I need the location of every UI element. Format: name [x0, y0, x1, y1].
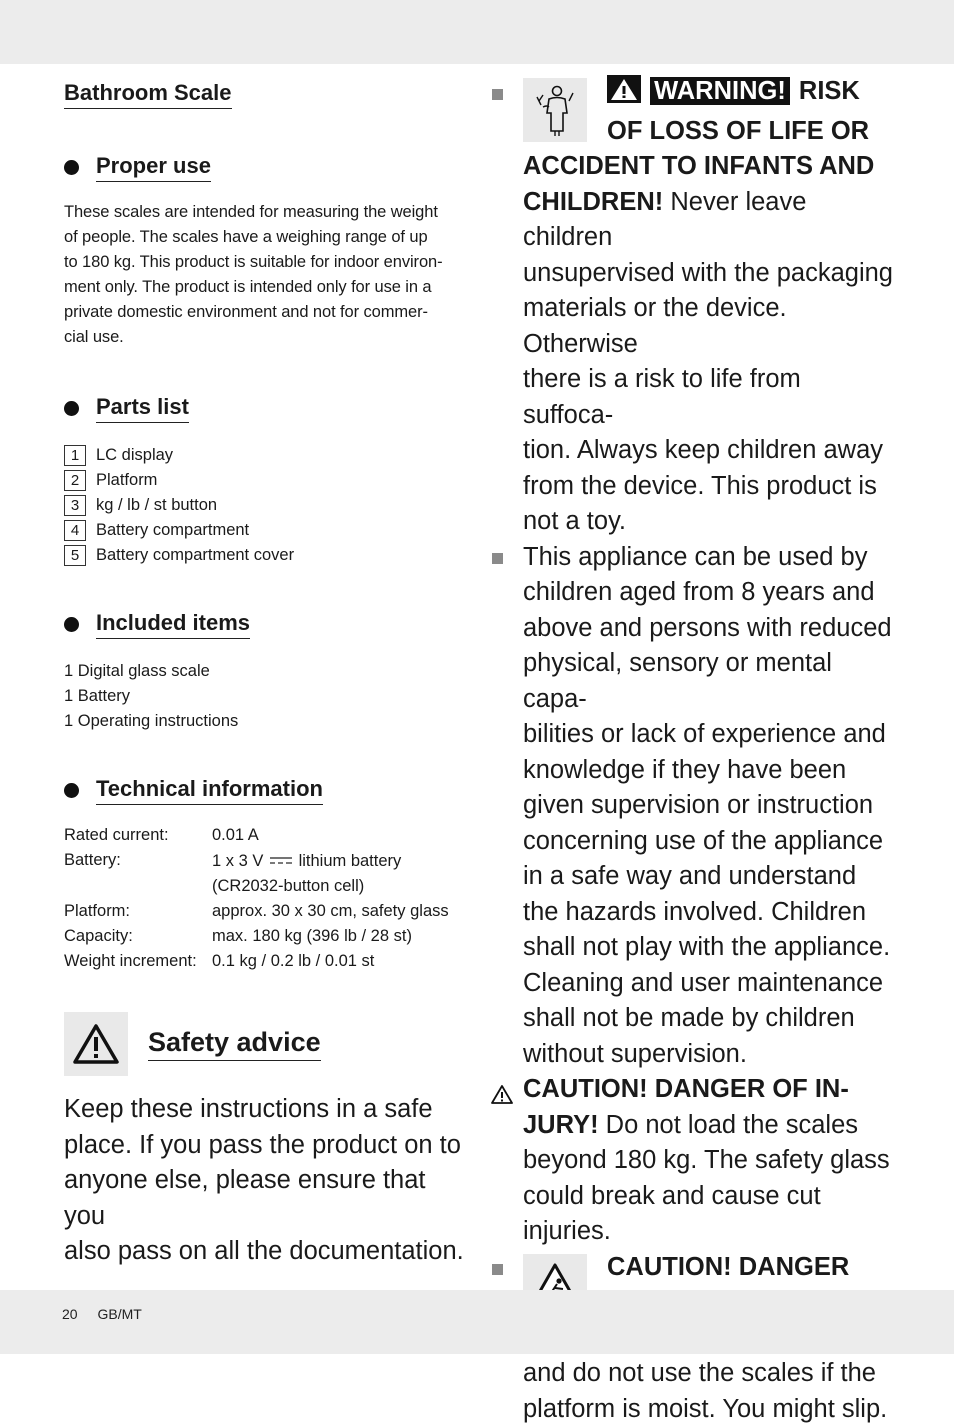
text-line: unsupervised with the packaging	[523, 256, 894, 292]
top-band	[0, 0, 954, 64]
text-line: cial use.	[64, 325, 466, 350]
part-number: 2	[64, 470, 86, 491]
part-label: Platform	[96, 468, 157, 493]
spec-value: 0.01 A	[212, 823, 449, 848]
bullet-icon	[64, 617, 79, 632]
list-item: 1 Battery	[64, 684, 466, 709]
text-line: children aged from 8 years and	[523, 575, 894, 611]
table-row	[64, 924, 449, 949]
safety-heading-row	[64, 1012, 466, 1076]
text-line: given supervision or instruction	[523, 788, 894, 824]
warning-heading-line: ACCIDENT TO INFANTS AND	[523, 149, 894, 185]
table-row	[64, 949, 449, 974]
language-code: GB/MT	[97, 1306, 141, 1322]
text-line: concerning use of the appliance	[523, 824, 894, 860]
spec-value: 0.1 kg / 0.2 lb / 0.01 st	[212, 949, 449, 974]
text-line: there is a risk to life from suffoca-	[523, 362, 894, 433]
text-line: This appliance can be used by	[523, 540, 894, 576]
battery-voltage: 1 x 3 V	[212, 852, 263, 870]
spec-key: Rated current:	[64, 823, 212, 848]
text-line: bilities or lack of experience and	[523, 717, 894, 753]
square-bullet-icon	[492, 89, 503, 100]
warning-heading-line: CHILDREN!	[523, 188, 663, 216]
text-line: Cleaning and user maintenance	[523, 966, 894, 1002]
included-items-heading-row	[64, 610, 466, 639]
text-line: knowledge if they have been	[523, 753, 894, 789]
text-line: shall not play with the appliance.	[523, 930, 894, 966]
list-item	[64, 543, 466, 568]
text-line: could break and cause cut injuries.	[523, 1179, 894, 1250]
text-line: also pass on all the documentation.	[64, 1234, 466, 1270]
list-item: 1 Digital glass scale	[64, 659, 466, 684]
square-bullet-icon	[492, 1264, 503, 1275]
bullet-icon	[64, 160, 79, 175]
text-line: the hazards involved. Children	[523, 895, 894, 931]
battery-type: lithium battery	[299, 852, 402, 870]
part-number: 4	[64, 520, 86, 541]
table-row	[64, 874, 449, 899]
appliance-use-item	[490, 540, 894, 1073]
included-items-heading: Included items	[96, 610, 250, 639]
safety-heading: Safety advice	[148, 1027, 321, 1061]
technical-heading: Technical information	[96, 776, 323, 805]
table-row	[64, 848, 449, 874]
warning-heading-line: RISK	[799, 77, 860, 105]
bullet-icon	[64, 783, 79, 798]
warning-children-item	[490, 74, 894, 540]
caution-triangle-icon	[490, 1080, 514, 1116]
page-number: 20	[62, 1306, 78, 1322]
text-line: tion. Always keep children away	[523, 433, 894, 469]
text-line: Keep these instructions in a safe	[64, 1092, 466, 1128]
bottom-band	[0, 1290, 954, 1354]
text-line: in a safe way and understand	[523, 859, 894, 895]
parts-list-heading-row	[64, 394, 466, 423]
parts-list-heading: Parts list	[96, 394, 189, 423]
list-item	[64, 493, 466, 518]
caution-heading-line: JURY!	[523, 1111, 599, 1139]
part-number: 1	[64, 445, 86, 466]
text-line: ment only. The product is intended only for use in a	[64, 275, 466, 300]
caution-heading-line: CAUTION! DANGER	[523, 1250, 894, 1286]
dc-symbol-icon	[270, 848, 292, 858]
part-label: kg / lb / st button	[96, 493, 217, 518]
text-line: above and persons with reduced	[523, 611, 894, 647]
warning-triangle-icon	[64, 1012, 128, 1076]
text-line: shall not be made by children	[523, 1001, 894, 1037]
table-row	[64, 899, 449, 924]
text-line: private domestic environment and not for commer-	[64, 300, 466, 325]
part-number: 3	[64, 495, 86, 516]
text-line: physical, sensory or mental capa-	[523, 646, 894, 717]
spec-key: Capacity:	[64, 924, 212, 949]
text-line: not a toy.	[523, 504, 894, 540]
text-line: Do not load the scales	[606, 1111, 858, 1139]
parts-list	[64, 443, 466, 568]
text-line: anyone else, please ensure that you	[64, 1163, 466, 1234]
part-label: LC display	[96, 443, 173, 468]
spec-key: Platform:	[64, 899, 212, 924]
page-footer	[62, 1306, 158, 1322]
proper-use-heading-row	[64, 153, 466, 182]
list-item: 1 Operating instructions	[64, 709, 466, 734]
part-number: 5	[64, 545, 86, 566]
spec-value: (CR2032-button cell)	[212, 874, 449, 899]
list-item	[64, 468, 466, 493]
text-line: These scales are intended for measuring the weight	[64, 200, 466, 225]
list-item	[64, 443, 466, 468]
text-line: and do not use the scales if the	[523, 1356, 894, 1392]
spec-value: approx. 30 x 30 cm, safety glass	[212, 899, 449, 924]
spec-key: Weight increment:	[64, 949, 212, 974]
warning-heading-line: OF LOSS OF LIFE OR	[523, 114, 894, 150]
warning-badge: WARNING!	[650, 77, 790, 105]
technical-table	[64, 823, 449, 974]
spec-key: Battery:	[64, 848, 212, 874]
table-row	[64, 823, 449, 848]
proper-use-heading: Proper use	[96, 153, 211, 182]
caution-heading-line: CAUTION! DANGER OF IN-	[523, 1072, 894, 1108]
text-line: from the device. This product is	[523, 469, 894, 505]
text-line: beyond 180 kg. The safety glass	[523, 1143, 894, 1179]
square-bullet-icon	[492, 553, 503, 564]
warning-triangle-icon	[607, 75, 641, 114]
spec-value	[212, 848, 449, 874]
text-line: Never leave children	[523, 188, 806, 252]
part-label: Battery compartment cover	[96, 543, 294, 568]
spec-key	[64, 874, 212, 899]
text-line: materials or the device. Otherwise	[523, 291, 894, 362]
technical-heading-row	[64, 776, 466, 805]
text-line: platform is moist. You might slip.	[523, 1392, 894, 1427]
bullet-icon	[64, 401, 79, 416]
right-column	[490, 74, 894, 1427]
left-column	[64, 80, 466, 1270]
text-line: to 180 kg. This product is suitable for indoor environ-	[64, 250, 466, 275]
safety-text	[64, 1092, 466, 1270]
child-packaging-warning-icon	[523, 78, 587, 142]
included-items-list	[64, 659, 466, 734]
text-line: place. If you pass the product on to	[64, 1128, 466, 1164]
part-label: Battery compartment	[96, 518, 249, 543]
text-line: of people. The scales have a weighing range of up	[64, 225, 466, 250]
spec-value: max. 180 kg (396 lb / 28 st)	[212, 924, 449, 949]
document-title: Bathroom Scale	[64, 80, 232, 109]
text-line: without supervision.	[523, 1037, 894, 1073]
caution-overload-item	[490, 1072, 894, 1250]
proper-use-text	[64, 200, 466, 350]
list-item	[64, 518, 466, 543]
